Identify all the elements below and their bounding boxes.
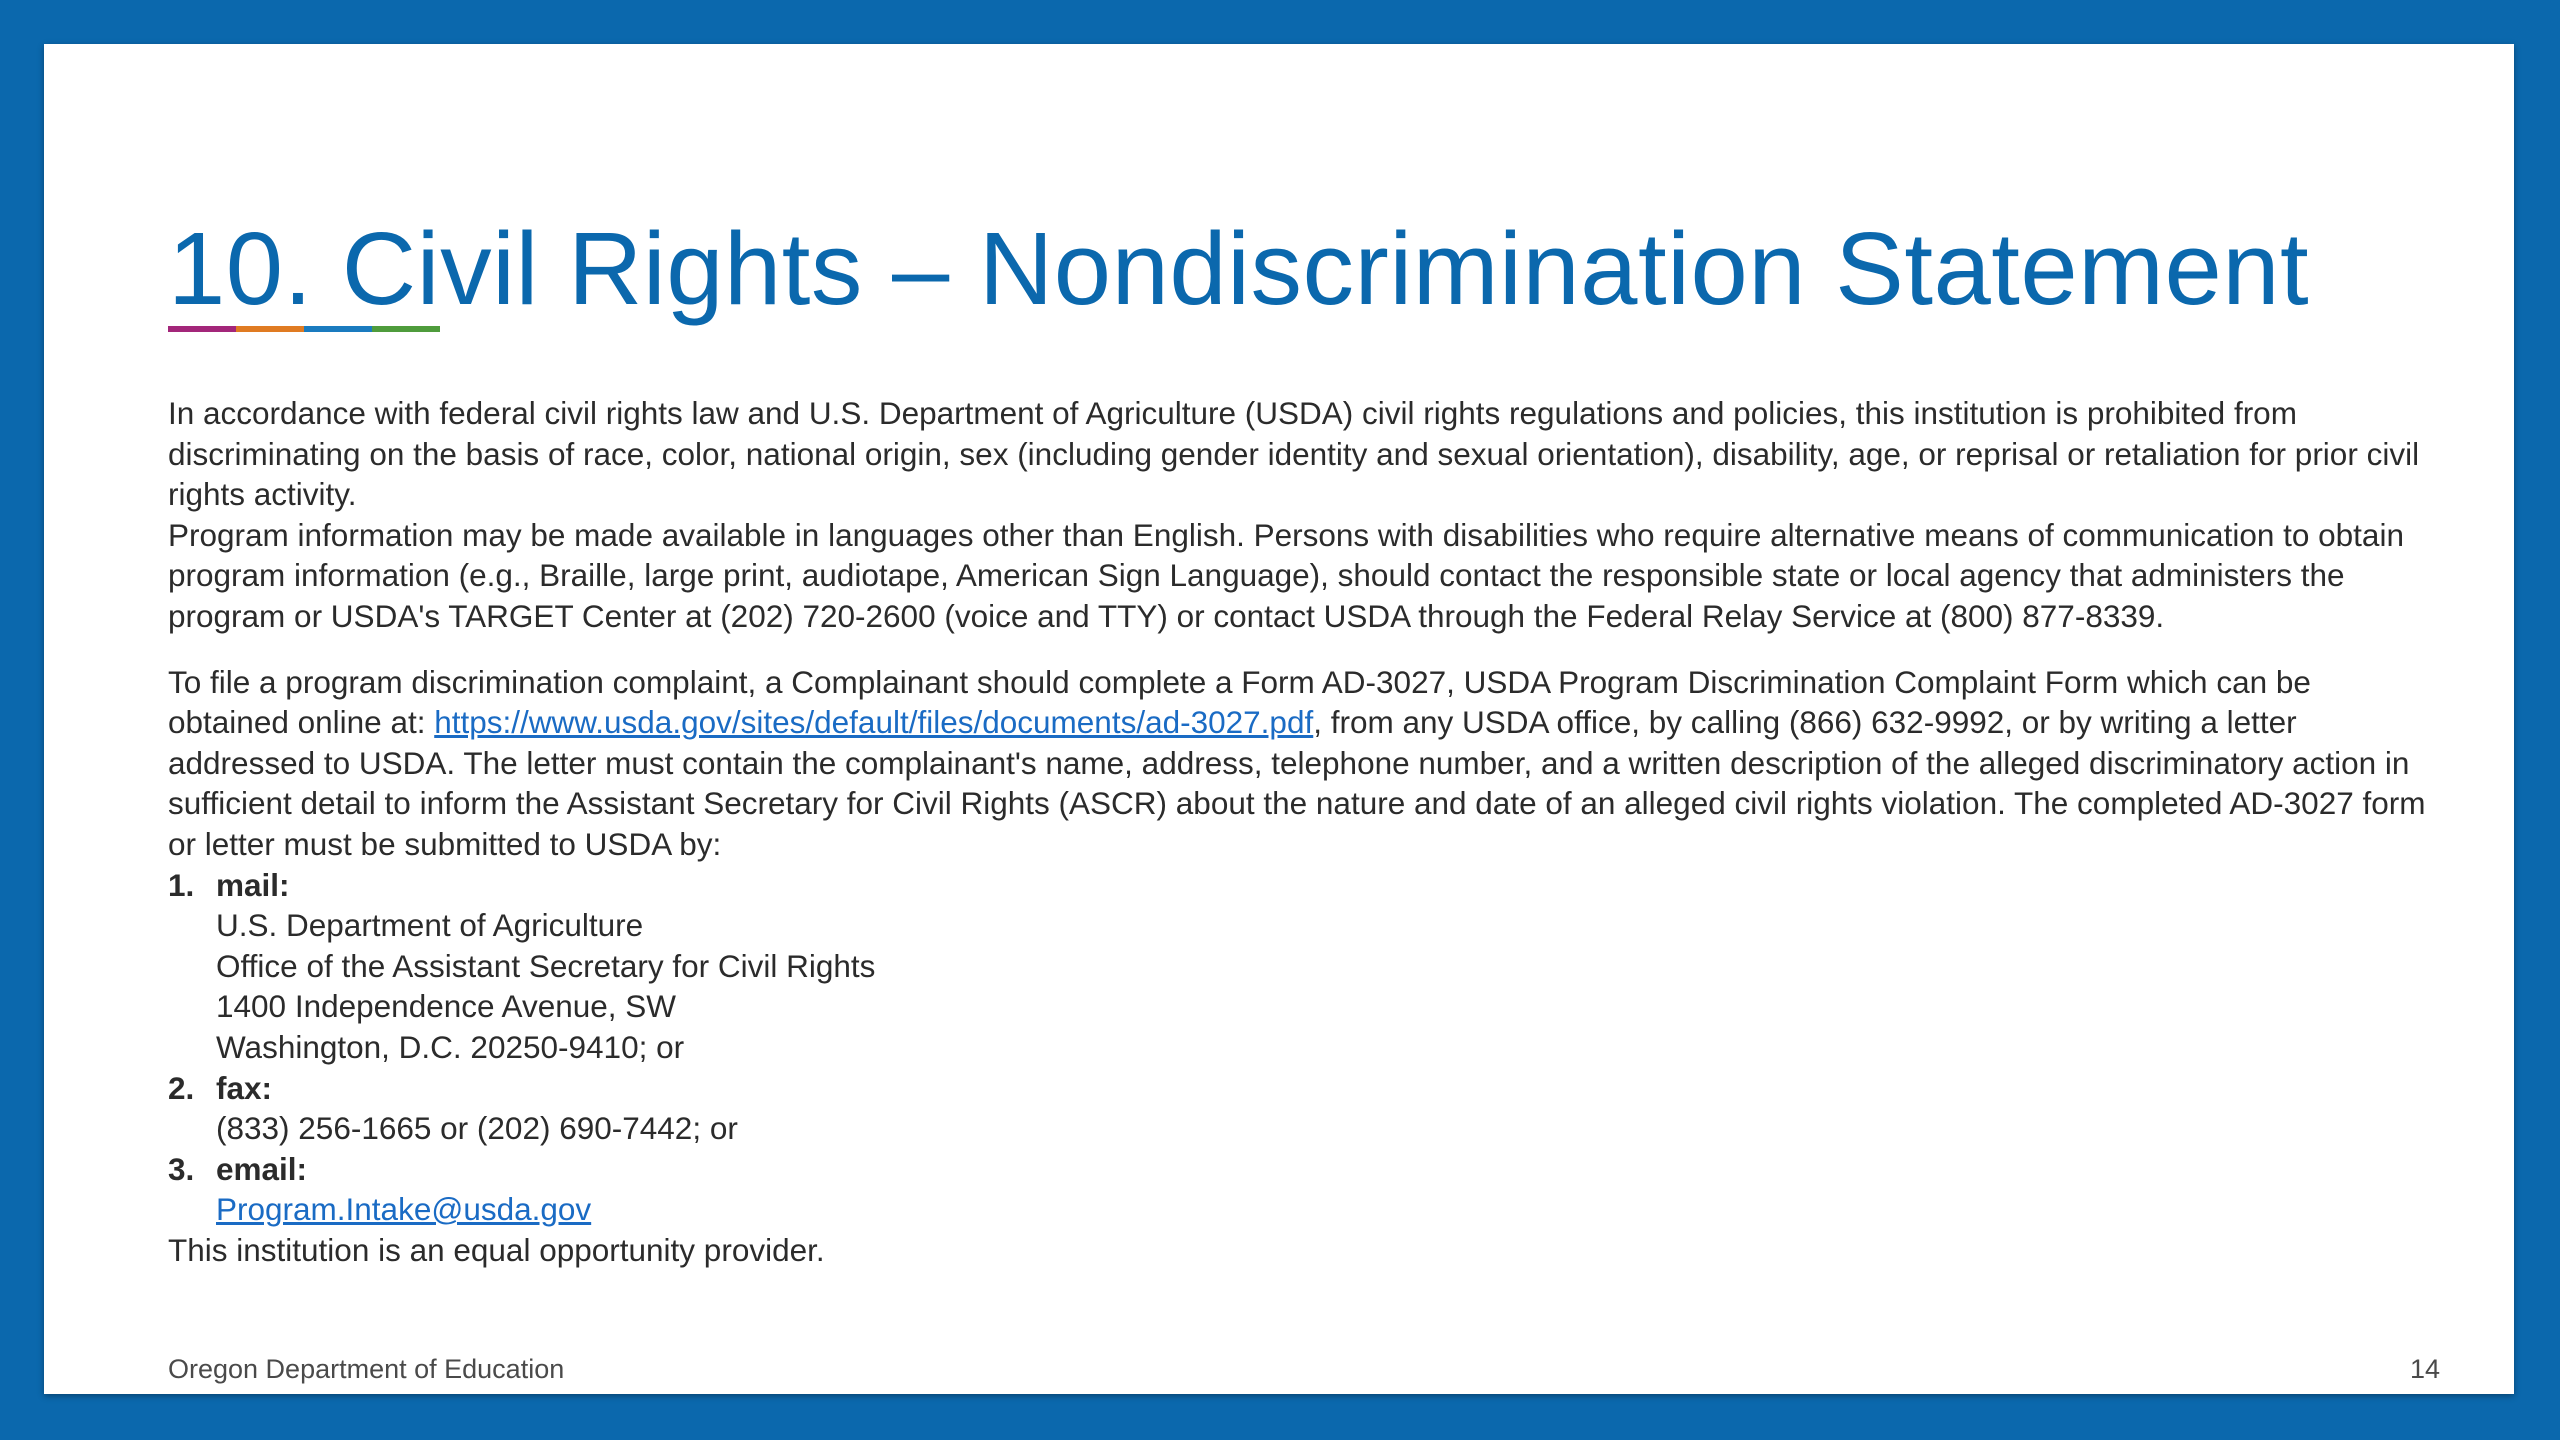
closing-statement: This institution is an equal opportunity provider.	[168, 1231, 825, 1268]
list-item-fax	[168, 1068, 2438, 1149]
list-number: 2.	[168, 1069, 195, 1106]
mail-address-line: 1400 Independence Avenue, SW	[216, 988, 677, 1025]
page-number: 14	[2409, 1354, 2440, 1384]
paragraph-nondiscrimination: In accordance with federal civil rights law and U.S. Department of Agriculture (USDA) civil rights regulations and policies, this institution is prohibited from discriminating on the basis of race, color, national origin, sex (including gender identity and sexual orientation), disability, age, or reprisal or retaliation for prior civil rights activity.	[168, 395, 2420, 513]
footer-organization: Oregon Department of Education	[168, 1354, 565, 1384]
fax-numbers: (833) 256-1665 or (202) 690-7442; or	[216, 1110, 738, 1147]
paragraph-complaint	[168, 662, 2438, 865]
mail-address-line: Office of the Assistant Secretary for Civil Rights	[216, 947, 876, 984]
slide	[44, 44, 2514, 1394]
email-link[interactable]: Program.Intake@usda.gov	[216, 1191, 592, 1228]
slide-title: 10. Civil Rights – Nondiscrimination Statement	[168, 211, 2310, 326]
list-number: 1.	[168, 866, 195, 903]
accent-segment-blue	[304, 326, 372, 332]
mail-address-line: U.S. Department of Agriculture	[216, 907, 644, 944]
ad-3027-form-link[interactable]: https://www.usda.gov/sites/default/files/documents/ad-3027.pdf	[434, 704, 1314, 741]
accent-segment-orange	[236, 326, 304, 332]
list-label-mail: mail:	[216, 866, 290, 903]
list-label-fax: fax:	[216, 1069, 273, 1106]
complaint-text-start: To file a program discrimination complaint, a Complainant should complete a Form AD-3027, USDA Program Discrimination Complaint Form which can be obtained online at:	[168, 663, 2311, 741]
title-accent-rule	[168, 326, 440, 332]
paragraph-program-information: Program information may be made available in languages other than English. Persons with disabilities who require alternative means of communication to obtain program information (e.g., Braille, large print, audiotape, American Sign Language), should contact the responsible state or local agency that administers the program or USDA's TARGET Center at (202) 720-2600 (voice and TTY) or contact USDA through the Federal Relay Service at (800) 877-8339.	[168, 516, 2404, 634]
list-number: 3.	[168, 1150, 195, 1187]
accent-segment-green	[372, 326, 440, 332]
list-item-mail	[168, 865, 2438, 1068]
complaint-text-end: , from any USDA office, by calling (866) 632-9992, or by writing a letter addressed to USDA. The letter must contain the complainant's name, address, telephone number, and a written description of the alleged discriminatory action in sufficient detail to inform the Assistant Secretary for Civil Rights (ASCR) about the nature and date of an alleged civil rights violation. The completed AD-3027 form or letter must be submitted to USDA by:	[168, 704, 2426, 862]
submission-methods-list	[168, 865, 2438, 1230]
list-item-email	[168, 1149, 2438, 1230]
statement-body	[168, 393, 2438, 1270]
list-label-email: email:	[216, 1150, 308, 1187]
accent-segment-magenta	[168, 326, 236, 332]
mail-address-line: Washington, D.C. 20250-9410; or	[216, 1028, 685, 1065]
